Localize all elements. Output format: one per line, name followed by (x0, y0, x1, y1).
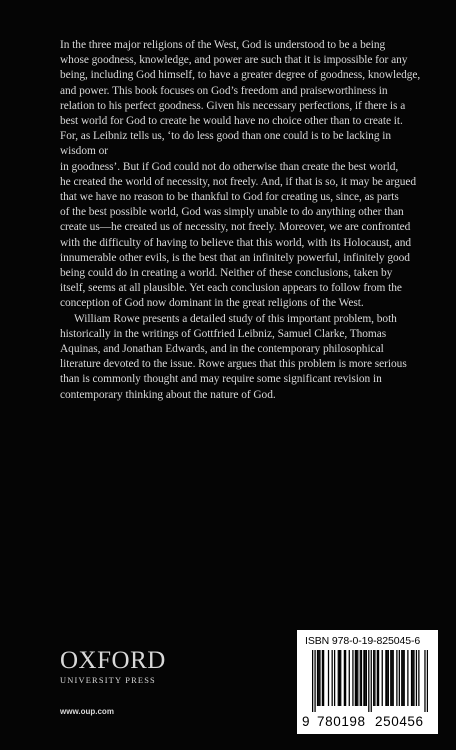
barcode-bar (388, 650, 389, 706)
barcode-digits-left: 780198 (317, 714, 366, 729)
barcode-bar (393, 650, 394, 706)
barcode-digits-right: 250456 (375, 714, 424, 729)
publisher-name: OXFORD (60, 647, 166, 674)
barcode-bar (361, 650, 362, 706)
barcode-digit-first: 9 (302, 714, 311, 729)
barcode-bar (385, 650, 386, 706)
barcode-bar (366, 650, 367, 706)
barcode-bar (360, 650, 361, 706)
barcode-bar (344, 650, 345, 706)
barcode-bar (314, 650, 315, 712)
barcode-bar (332, 650, 333, 706)
barcode-bar (355, 650, 356, 706)
barcode-bar (352, 650, 353, 706)
barcode-bar (371, 650, 372, 712)
isbn-label: ISBN 978-0-19-825045-6 (305, 635, 421, 647)
barcode-bar (374, 650, 375, 706)
barcode-bar (345, 650, 346, 706)
barcode-bar (411, 650, 412, 706)
barcode-bar (363, 650, 364, 706)
barcode-bar (424, 650, 425, 712)
barcode-bar (404, 650, 405, 706)
barcode-bar (317, 650, 318, 706)
barcode-bar (396, 650, 397, 706)
barcode-bar (377, 650, 378, 706)
barcode-bar (322, 650, 323, 706)
blurb-paragraph-2: William Rowe presents a detailed study of this important problem, both historically in the writings of Gottfried Leibniz, Samuel Clarke, Thomas Aquinas, and Jonathan Edwards, and in the contemporary philosophical literature devoted to the issue. Rowe argues that this problem is more serious than is commonly thought and may require some significant revision in contemporary thinking about the nature of God. (60, 312, 407, 401)
barcode-bar (399, 650, 400, 706)
oxford-logo (60, 648, 180, 685)
barcode-bar (416, 650, 417, 706)
isbn-barcode (297, 630, 438, 734)
barcode-bar (312, 650, 313, 712)
barcode-bar (373, 650, 374, 706)
barcode-bar (382, 650, 383, 706)
barcode-bar (391, 650, 392, 706)
barcode-bar (357, 650, 358, 706)
blurb-text (60, 38, 432, 403)
blurb-paragraph-1: In the three major religions of the West, God is understood to be a being whose goodness, knowledge, and power are such that it is impossible for any being, including God himself, to have a greater degree of goodness, knowledge, and power. This book focuses on God’s freedom and praiseworthiness in relation to his perfect goodness. Given his necessary perfections, if there is a best world for God to create he would have no choice other than to create it. For, as Leibniz tells us, ‘to do less good than one could is to be lacking in wisdom or in goodness’. But if God could not do otherwise than create the best world, he created the world of necessity, not freely. And, if that is so, it may be argued that we have no reason to be thankful to God for creating us, since, as parts of the best possible world, God was simply unable to do anything other than create us—he created us of necessity, not freely. Moreover, we are confronted with the difficulty of having to believe that this world, with its Holocaust, and innumerable other evils, is the best that an infinitely powerful, infinitely good being could do in creating a world. Neither of these conclusions, taken by itself, seems at all plausible. Yet each conclusion appears to follow from the conception of God now dominant in the great religions of the West. (60, 39, 421, 310)
barcode-bar (365, 650, 366, 706)
publisher-subtitle: UNIVERSITY PRESS (60, 676, 156, 685)
barcode-bar (319, 650, 320, 706)
barcode-bar (340, 650, 341, 706)
barcode-bar (339, 650, 340, 706)
barcode-bar (334, 650, 335, 706)
barcode-bar (338, 650, 339, 706)
barcode-bar (401, 650, 402, 706)
barcode-bar (412, 650, 413, 706)
barcode-bar (328, 650, 329, 706)
barcode-bar (318, 650, 319, 706)
barcode-bar (386, 650, 387, 706)
barcode-bar (407, 650, 408, 706)
barcode-bar (378, 650, 379, 706)
barcode-bar (368, 650, 369, 712)
barcode-bars (312, 650, 428, 712)
barcode-bar (349, 650, 350, 706)
barcode-bar (427, 650, 428, 712)
barcode-bar (356, 650, 357, 706)
barcode-bar (402, 650, 403, 706)
barcode-bar (413, 650, 414, 706)
publisher-url: www.oup.com (60, 707, 114, 716)
barcode-bar (323, 650, 324, 706)
barcode-bar (418, 650, 419, 706)
barcode-bar (390, 650, 391, 706)
